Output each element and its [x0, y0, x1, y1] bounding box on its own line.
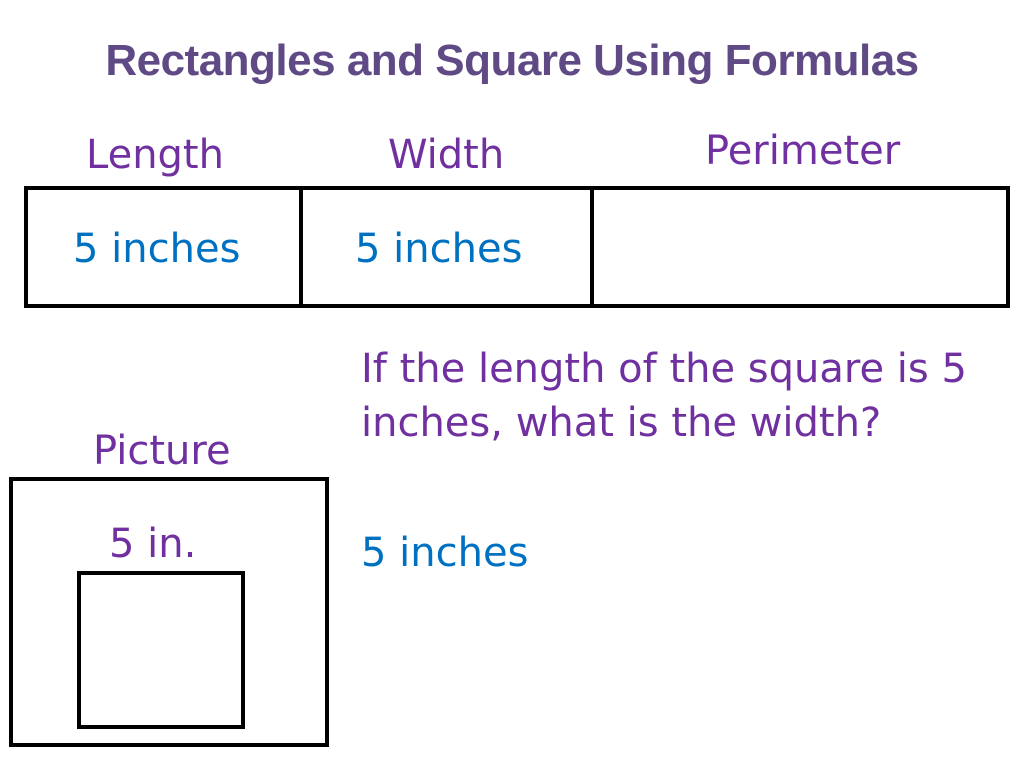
length-cell	[28, 190, 303, 304]
width-cell	[303, 190, 594, 304]
picture-label: Picture	[93, 428, 231, 474]
column-label-perimeter: Perimeter	[705, 128, 901, 174]
answer-text: 5 inches	[361, 530, 529, 576]
column-label-length: Length	[86, 132, 224, 178]
perimeter-cell	[594, 190, 1006, 304]
slide-title: Rectangles and Square Using Formulas	[105, 36, 919, 85]
square-shape	[77, 571, 245, 729]
length-value: 5 inches	[73, 226, 241, 272]
width-value: 5 inches	[355, 226, 523, 272]
square-side-label: 5 in.	[109, 521, 197, 567]
values-table	[24, 186, 1010, 308]
column-label-width: Width	[388, 132, 505, 178]
question-text: If the length of the square is 5 inches, what is the width?	[361, 346, 967, 446]
picture-frame	[9, 477, 329, 747]
